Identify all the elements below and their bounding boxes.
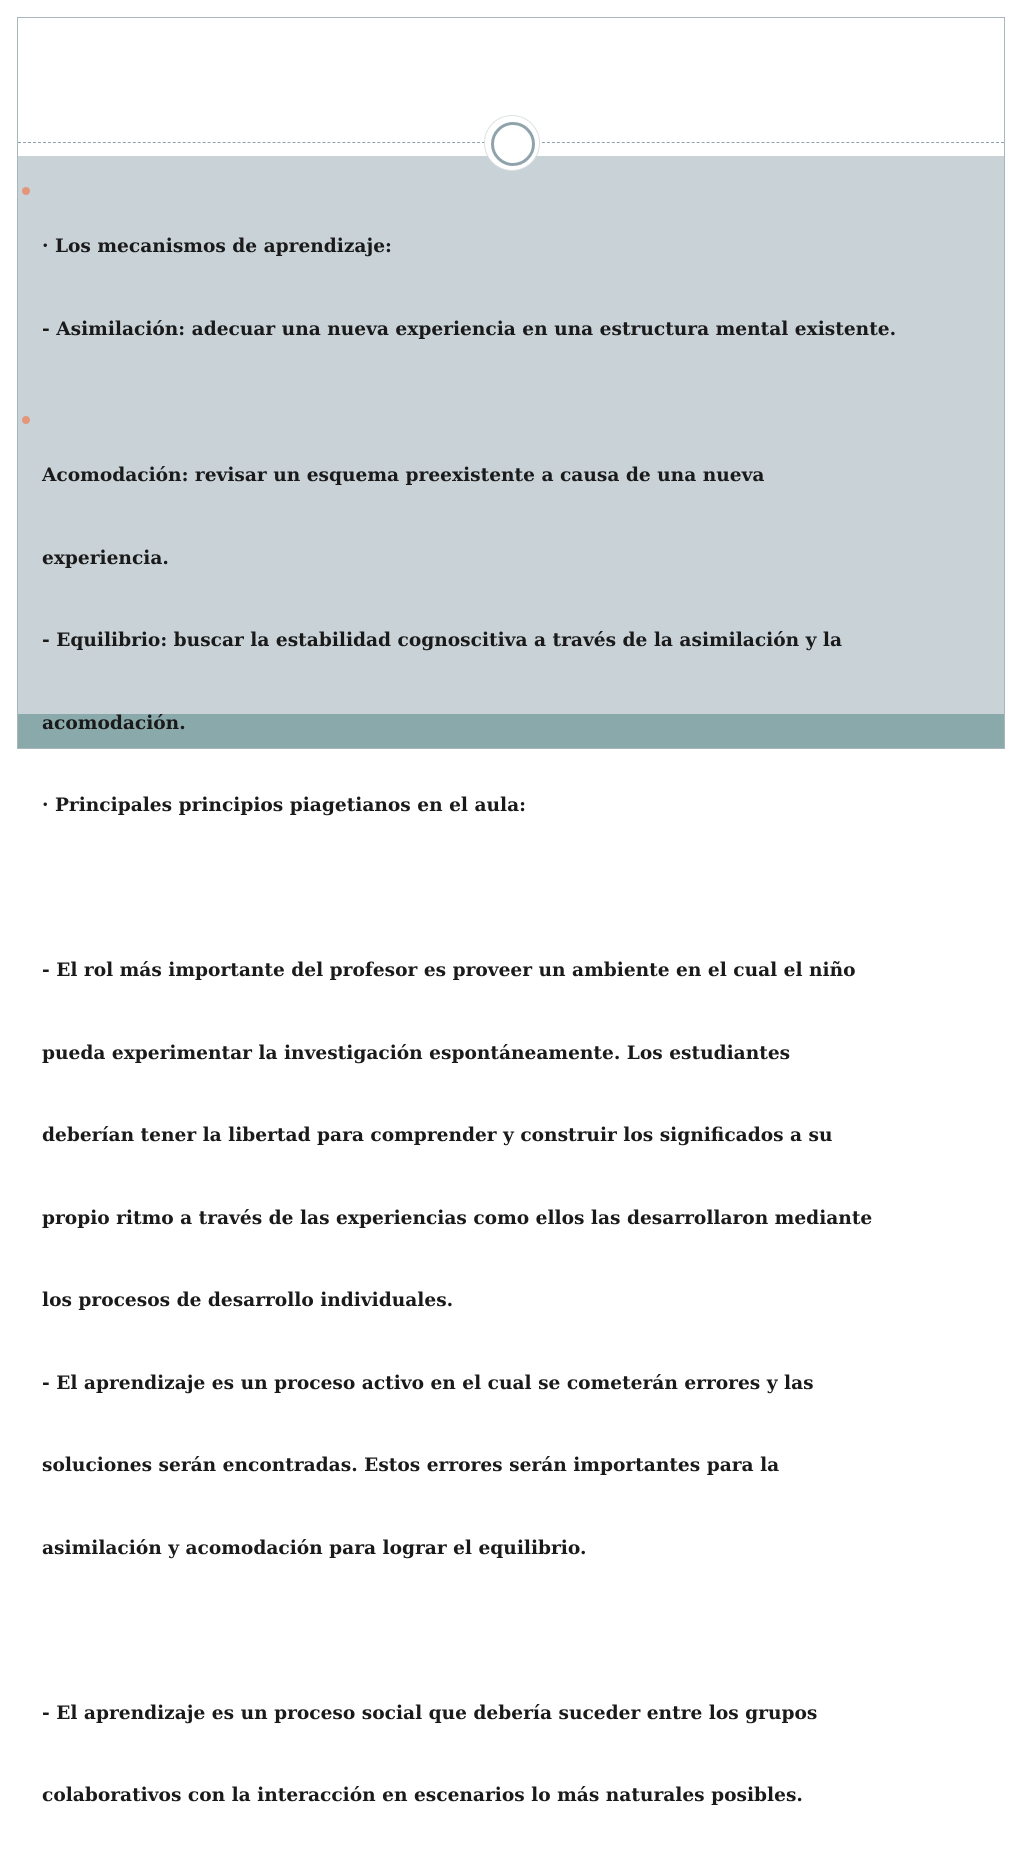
bullet-line: - Equilibrio: buscar la estabilidad cognoscitiva a través de la asimilación y la xyxy=(42,630,843,651)
bullet-line: - Asimilación: adecuar una nueva experiencia en una estructura mental existente. xyxy=(42,318,897,340)
bullet-line: - El aprendizaje es un proceso social que debería suceder entre los grupos xyxy=(42,1702,818,1724)
bullet-dot-icon xyxy=(22,187,30,195)
bullet-line: asimilación y acomodación para lograr el equilibrio. xyxy=(42,1537,587,1559)
bullet-line: experiencia. xyxy=(42,547,169,569)
bullet-line: · Principales principios piagetianos en el aula: xyxy=(42,795,526,816)
bullet-line: - El rol más importante del profesor es proveer un ambiente en el cual el niño xyxy=(42,960,856,981)
slide xyxy=(17,17,1005,1806)
bullet-item-1 xyxy=(18,178,1006,398)
bullet-dot-icon xyxy=(22,416,30,424)
bullet-text-2 xyxy=(42,407,992,1865)
bullet-line: propio ritmo a través de las experiencias como ellos las desarrollaron mediante xyxy=(42,1207,873,1229)
bullet-line: colaborativos con la interacción en escenarios lo más naturales posibles. xyxy=(42,1785,803,1806)
bullet-line: · Los mecanismos de aprendizaje: xyxy=(42,236,392,257)
decorative-ring-icon xyxy=(491,122,535,166)
bullet-line: pueda experimentar la investigación espontáneamente. Los estudiantes xyxy=(42,1042,791,1064)
bullet-item-2 xyxy=(18,407,1006,1865)
bullet-text-1 xyxy=(42,178,992,398)
bullet-line xyxy=(42,875,992,903)
bullet-line: los procesos de desarrollo individuales. xyxy=(42,1290,454,1311)
bullet-line: - El aprendizaje es un proceso activo en el cual se cometerán errores y las xyxy=(42,1372,814,1394)
bullet-list xyxy=(18,178,1006,1874)
bullet-line xyxy=(42,1617,992,1645)
bullet-line: Acomodación: revisar un esquema preexistente a causa de una nueva xyxy=(42,465,765,486)
bullet-line: soluciones serán encontradas. Estos errores serán importantes para la xyxy=(42,1455,780,1476)
bullet-line: acomodación. xyxy=(42,712,186,734)
decorative-circle-icon xyxy=(485,116,539,170)
bullet-line: deberían tener la libertad para comprender y construir los significados a su xyxy=(42,1125,833,1146)
